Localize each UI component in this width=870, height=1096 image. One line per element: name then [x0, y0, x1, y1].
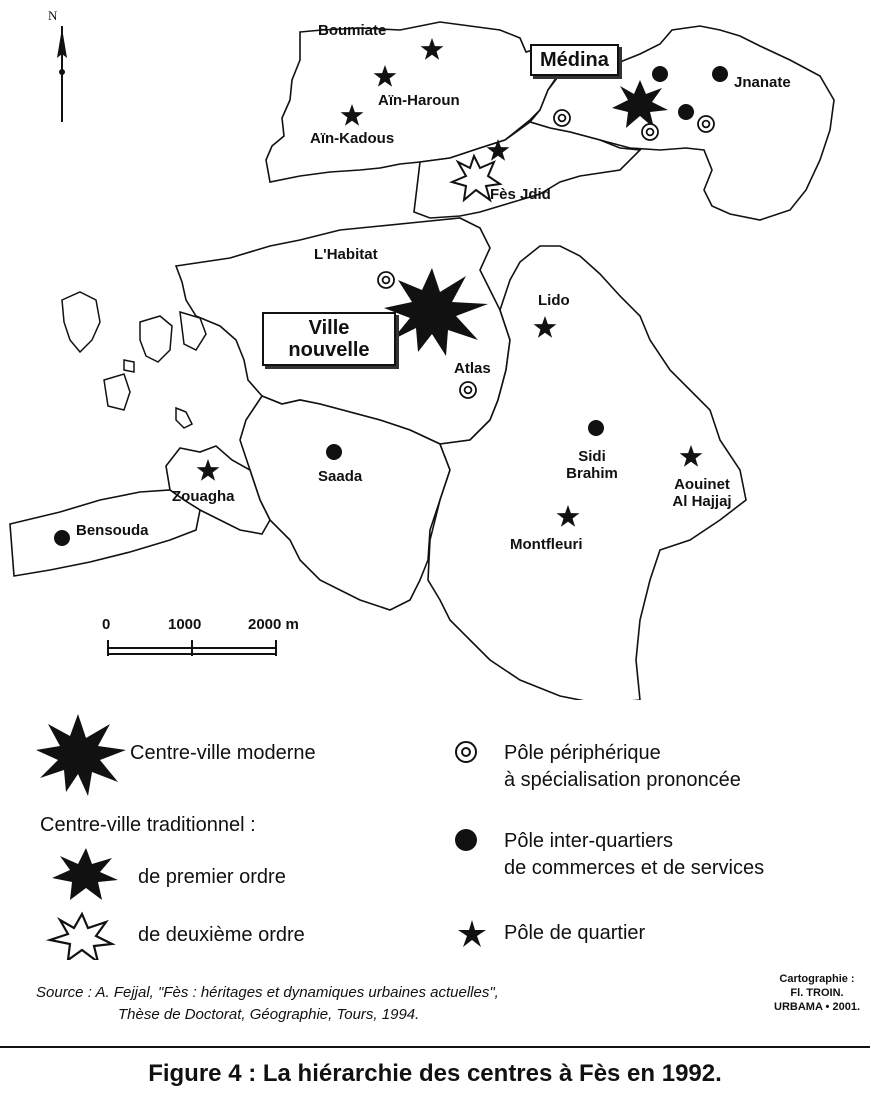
legend-centre-moderne-icon — [36, 714, 126, 796]
label-sidi-brahim-line1: Sidi — [578, 448, 606, 465]
legend-traditionnel-title: Centre-ville traditionnel : — [40, 814, 256, 836]
caption-divider — [0, 1046, 870, 1048]
source-line1: Source : A. Fejjal, "Fès : héritages et dynamiques urbaines actuelles", — [36, 984, 499, 1001]
islands — [62, 292, 206, 428]
source-line2: Thèse de Doctorat, Géographie, Tours, 1994. — [118, 1006, 420, 1023]
cartography-credit — [774, 972, 860, 1014]
label-ville-nouvelle-line1: Ville — [308, 317, 350, 339]
label-saada: Saada — [318, 468, 363, 485]
legend-pole-quartier-icon — [458, 920, 486, 947]
legend-pole-peripherique-icon — [456, 742, 476, 762]
label-atlas: Atlas — [454, 360, 491, 377]
label-ain-haroun: Aïn-Haroun — [378, 92, 460, 109]
label-lido: Lido — [538, 292, 570, 309]
label-sidi-brahim — [566, 448, 618, 482]
figure-caption: Figure 4 : La hiérarchie des centres à Fès en 1992. — [148, 1060, 722, 1087]
label-boumiate: Boumiate — [318, 22, 387, 39]
legend-deuxieme-ordre-icon — [50, 914, 112, 960]
label-fes-jdid: Fès Jdid — [490, 186, 551, 203]
label-montfleuri: Montfleuri — [510, 536, 583, 553]
north-arrow — [57, 26, 67, 122]
legend-pole-peripherique-line1: Pôle périphérique — [504, 742, 661, 764]
legend-premier-ordre-text: de premier ordre — [138, 866, 286, 888]
credit-line1: Cartographie : — [779, 973, 855, 985]
label-medina: Médina — [530, 44, 619, 76]
legend-pole-inter-text — [504, 828, 764, 882]
legend-centre-moderne-text: Centre-ville moderne — [130, 742, 316, 764]
label-ville-nouvelle-line2: nouvelle — [288, 339, 370, 361]
label-habitat: L'Habitat — [314, 246, 378, 263]
scale-label-1000: 1000 — [168, 616, 202, 633]
label-bensouda: Bensouda — [76, 522, 149, 539]
scale-label-0: 0 — [102, 616, 111, 633]
legend-pole-inter-icon — [455, 829, 477, 851]
north-label: N — [48, 8, 58, 23]
label-ville-nouvelle — [262, 312, 396, 366]
label-aouinet-line2: Al Hajjaj — [672, 493, 732, 510]
label-ain-kadous: Aïn-Kadous — [310, 130, 395, 147]
legend-pole-inter-line2: de commerces et de services — [504, 857, 765, 879]
label-aouinet-al-hajjaj — [672, 476, 731, 510]
label-aouinet-line1: Aouinet — [674, 476, 730, 493]
label-zouagha: Zouagha — [172, 488, 235, 505]
source-note — [36, 982, 499, 1026]
credit-line3: URBAMA • 2001. — [774, 1001, 860, 1013]
legend-pole-peripherique-line2: à spécialisation prononcée — [504, 769, 741, 791]
legend-pole-inter-line1: Pôle inter-quartiers — [504, 830, 673, 852]
scale-bar — [108, 640, 276, 656]
legend-pole-quartier-text: Pôle de quartier — [504, 922, 646, 944]
legend-premier-ordre-icon — [52, 848, 118, 900]
legend-deuxieme-ordre-text: de deuxième ordre — [138, 924, 305, 946]
scale-label-2000: 2000 m — [248, 616, 299, 633]
label-jnanate: Jnanate — [734, 74, 791, 91]
label-sidi-brahim-line2: Brahim — [566, 465, 618, 482]
legend-pole-peripherique-text — [504, 740, 741, 794]
credit-line2: Fl. TROIN. — [790, 987, 844, 999]
